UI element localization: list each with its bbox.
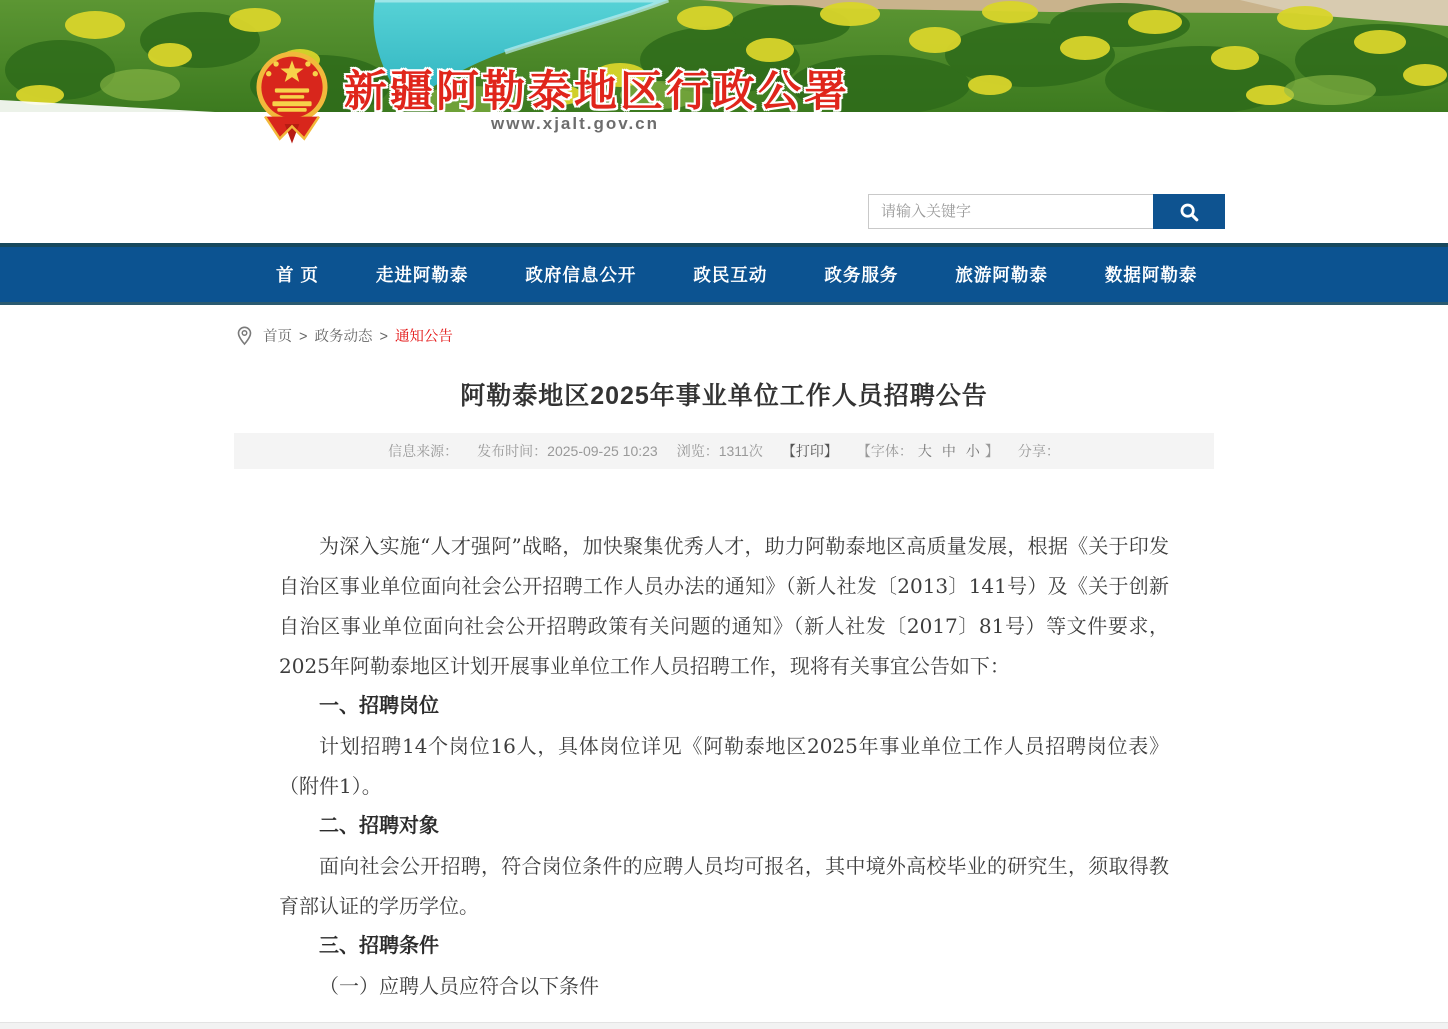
font-size-selector bbox=[857, 441, 999, 461]
nav-item-data[interactable]: 数据阿勒泰 bbox=[1104, 265, 1198, 285]
header-banner bbox=[0, 0, 1448, 133]
font-size-option-中[interactable]: 中 bbox=[941, 443, 956, 459]
body-paragraph: 为深入实施“人才强阿”战略，加快聚集优秀人才，助力阿勒泰地区高质量发展，根据《关于印发自治区事业单位面向社会公开招聘工作人员办法的通知》（新人社发〔2013〕141号）及《关于创新自治区事业单位面向社会公开招聘政策有关问题的通知》（新人社发〔2017〕81号）等文件要求，2025年阿勒泰地区计划开展事业单位工作人员招聘工作，现将有关事宜公告如下： bbox=[279, 534, 1169, 678]
article-title: 阿勒泰地区2025年事业单位工作人员招聘公告 bbox=[460, 382, 988, 410]
nav-item-interaction[interactable]: 政民互动 bbox=[693, 265, 768, 285]
section-heading: 二、招聘对象 bbox=[319, 815, 439, 837]
site-title: 新疆阿勒泰地区行政公署 bbox=[344, 68, 850, 116]
search-input[interactable] bbox=[868, 194, 1153, 229]
nav-item-tourism[interactable]: 旅游阿勒泰 bbox=[955, 265, 1048, 285]
body-paragraph: 计划招聘14个岗位16人，具体岗位详见《阿勒泰地区2025年事业单位工作人员招聘岗位表》（附件1）。 bbox=[279, 734, 1169, 798]
breadcrumb-news[interactable]: 政务动态 bbox=[314, 329, 373, 345]
print-button[interactable]: 【打印】 bbox=[781, 443, 838, 459]
main-nav bbox=[0, 243, 1448, 305]
breadcrumb-items bbox=[263, 325, 453, 346]
breadcrumb-separator: > bbox=[299, 329, 308, 345]
section-heading: 一、招聘岗位 bbox=[319, 695, 439, 717]
footer-strip bbox=[0, 1022, 1448, 1029]
breadcrumb-separator: > bbox=[379, 329, 388, 345]
article-body bbox=[234, 469, 1214, 1006]
breadcrumb bbox=[234, 325, 1214, 346]
search-box bbox=[868, 194, 1225, 229]
meta-source-label: 信息来源： bbox=[388, 443, 459, 459]
nav-item-services[interactable]: 政务服务 bbox=[824, 265, 899, 285]
search-icon bbox=[1178, 201, 1200, 223]
meta-view-count: 浏览：1311次 bbox=[676, 443, 763, 459]
body-paragraph: （一）应聘人员应符合以下条件 bbox=[319, 974, 599, 998]
location-pin-icon bbox=[236, 326, 253, 346]
font-size-option-大[interactable]: 大 bbox=[917, 443, 932, 459]
china-national-emblem-icon bbox=[252, 48, 332, 146]
breadcrumb-home[interactable]: 首页 bbox=[263, 329, 292, 345]
share-label: 分享： bbox=[1017, 443, 1060, 459]
font-size-suffix: 】 bbox=[984, 443, 999, 459]
nav-item-gov-info[interactable]: 政府信息公开 bbox=[525, 265, 637, 285]
breadcrumb-notices: 通知公告 bbox=[394, 329, 453, 345]
nav-item-about[interactable]: 走进阿勒泰 bbox=[375, 265, 469, 285]
font-size-prefix: 【字体： bbox=[856, 443, 913, 459]
site-url: www.xjalt.gov.cn bbox=[490, 114, 660, 133]
content-column bbox=[234, 325, 1214, 1006]
nav-item-home[interactable]: 首 页 bbox=[276, 265, 319, 285]
section-heading: 三、招聘条件 bbox=[319, 935, 439, 957]
font-size-options bbox=[913, 441, 985, 461]
body-paragraph: 面向社会公开招聘，符合岗位条件的应聘人员均可报名，其中境外高校毕业的研究生，须取得教育部认证的学历学位。 bbox=[279, 854, 1169, 918]
meta-publish-time: 发布时间：2025-09-25 10:23 bbox=[477, 443, 658, 459]
search-button[interactable] bbox=[1153, 194, 1225, 229]
article-meta-bar bbox=[234, 433, 1214, 469]
main-nav-inner bbox=[234, 247, 1214, 302]
font-size-option-小[interactable]: 小 bbox=[965, 443, 980, 459]
